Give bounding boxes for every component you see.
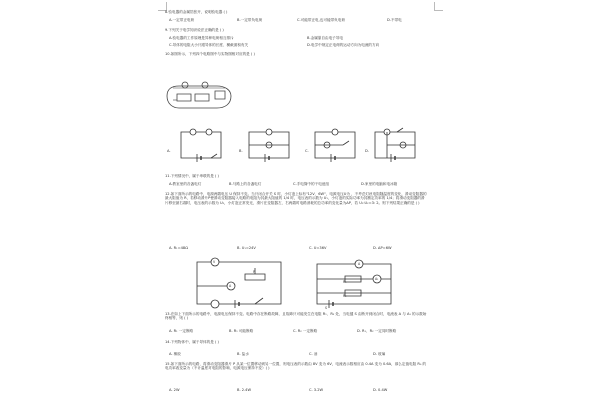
- q11-option-b: B.马路上的各盏电灯: [229, 182, 262, 186]
- page-corner-tr: [434, 2, 443, 11]
- q13-r2-label: R₂: [343, 294, 347, 298]
- q12-circuit-figure: [195, 258, 285, 308]
- q10-circuit-b: [247, 130, 291, 160]
- q9-option-c: C.导体的电阻大小只跟导体的长度、横截面积有关: [169, 43, 249, 47]
- q14-stem: 14.下列物体中，属于导体的是 ( ): [165, 340, 219, 344]
- q9-option-b: B.金属靠自由电子导电: [307, 36, 343, 40]
- q14-option-c: C. 油: [309, 352, 318, 356]
- q9-stem: 9.下列关于电学知识说法正确的是 ( ): [165, 28, 224, 32]
- q11-stem: 11.下列情况中，属于串联的是 ( ): [165, 174, 219, 178]
- q10-circuit-d: [373, 130, 417, 160]
- q12-voltmeter-label: V: [213, 260, 216, 264]
- q15-option-a: A. 2W: [169, 388, 180, 392]
- q8-option-b: B.一定带负电荷: [237, 18, 263, 22]
- q10-option-a: A.: [167, 149, 171, 153]
- q13-option-a: A. R₁ 一定断路: [169, 329, 194, 333]
- exam-page: [165, 6, 433, 398]
- q15-option-d: D. 0.4W: [373, 388, 388, 392]
- q11-option-c: C.手电筒中的干电池组: [293, 182, 329, 186]
- q15-option-c: C. 3.2W: [309, 388, 324, 392]
- q13-option-c: C. R₂ 一定断路: [293, 329, 318, 333]
- q12-option-c: C. U=36V: [309, 246, 327, 250]
- q13-circuit-figure: [315, 262, 395, 306]
- q13-option-b: B. R₁ 可能断路: [229, 329, 254, 333]
- q13-text: 13.在如上下面所示的电路中，电源电压保持不变。电路中存在断路故障，且故障只可能发生在电阻 R₁、R₂ 处，当电键 S 由断开到闭合时，电流表 A 与 A₁ 的示数始终相等，则 ( ): [165, 312, 427, 321]
- q10-circuit-a: [179, 130, 223, 160]
- q10-option-d: D.: [365, 149, 369, 153]
- q8-option-c: C.可能带正电,也可能带负电荷: [297, 18, 345, 22]
- q9-option-d: D.电学中规定正电荷的运动方向为电流的方向: [307, 43, 380, 47]
- q13-option-d: D. R₁、R₂ 一定同时断路: [357, 329, 397, 333]
- q14-option-d: D. 玻璃: [373, 352, 386, 356]
- q10-apparatus-figure: [165, 74, 235, 112]
- q13-ammeter-label: A: [358, 262, 361, 266]
- q10-option-c: C.: [305, 149, 309, 153]
- q11-option-d: D.家里的电脑和电冰箱: [361, 182, 398, 186]
- q12-option-d: D. ΔP=6W: [373, 246, 392, 250]
- q13-switch-label: S: [325, 306, 328, 310]
- q12-option-a: A. R₁=48Ω: [169, 246, 188, 250]
- q8-option-a: A.一定带正电荷: [169, 18, 195, 22]
- q13-r1-label: R₁: [343, 280, 347, 284]
- q15-text: 15.如下面所示的电路，将滑动变阻器滑片 P 从某一位置移动到另一位置，则电压表的示数由 8V 变为 6V，电流表示数相应由 0.4A 变为 0.6A，那么定值电阻 R₀ 的电功率改变量为（不计温度对电阻的影响，电源电压保持不变）( ): [165, 362, 427, 371]
- q13-ammeter1-label: A₁: [375, 277, 379, 281]
- q8-stem: 8.验电器的金属箔张开，说明验电器 ( ): [165, 10, 228, 14]
- q10-option-b: B.: [239, 149, 243, 153]
- q14-option-b: B. 盐水: [237, 352, 249, 356]
- q10-stem: 10.如图所示，下列四个电路图中与实物图相对应的是 ( ): [165, 52, 255, 56]
- q12-option-b: B. U₁=24V: [237, 246, 256, 250]
- q12-slider-label: P: [253, 270, 255, 274]
- q11-option-a: A.教室里的各盏电灯: [169, 182, 202, 186]
- q12-ammeter-label: A: [229, 284, 232, 288]
- q14-option-a: A. 橡胶: [169, 352, 181, 356]
- q12-text: 12.如下面所示的电路中，电源两端电压 U 保持不变。当只闭合开关 S 时，小灯泡上标有"12V、6W"，电源电压U为 ，不考虑灯丝电阻随温度的变化，滑动变阻器的最大阻值为 R，若移动滑片P使滑动变阻器接入电路的电阻为其最大阻值的 1/4 时，电压表的示数为 U₁，小灯泡的实际功率为其额定功率的 1/4；将滑动变阻器的滑片移至最右端时，电压表的示数为 U₂，小灯泡正常发光，滑片在变阻器左、右两端时电路消耗的总功率的变化量为ΔP，若 U₁:U₂=3: 2。则下列结果正确的是 ( ): [165, 192, 427, 205]
- q10-circuit-c: [313, 130, 357, 160]
- q15-option-b: B. 2.4W: [237, 388, 252, 392]
- q8-option-d: D.不带电: [387, 18, 402, 22]
- q9-option-a: A.验电器的工作原理是异种电荷相互排斥: [169, 36, 234, 40]
